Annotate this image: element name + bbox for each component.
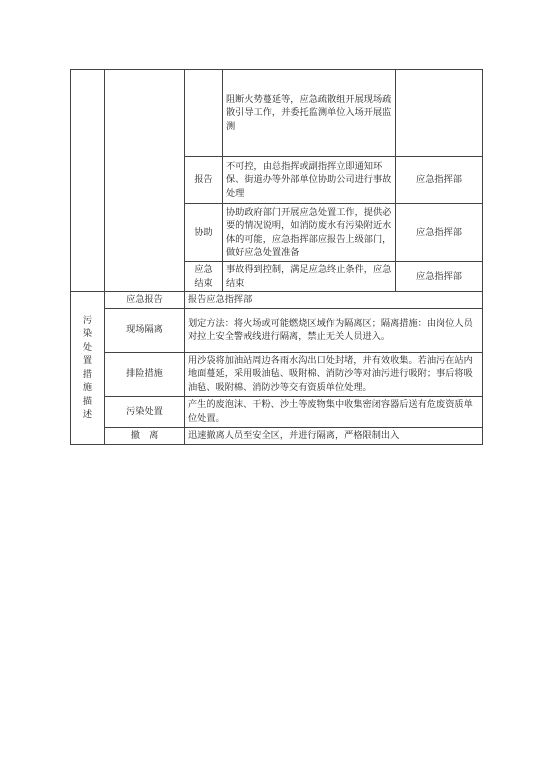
step-cell — [185, 70, 223, 157]
table-row — [71, 396, 483, 427]
measure-name: 撤 离 — [105, 427, 185, 444]
section-label: 污染处置措施描述 — [71, 292, 105, 445]
measure-text: 报告应急指挥部 — [185, 292, 483, 309]
step-content: 事故得到控制，满足应急终止条件，应急结束 — [223, 262, 396, 292]
measure-text: 划定方法：将火场或可能燃烧区域作为隔离区；隔离措施：由岗位人员对拉上安全警戒线进行隔离，禁止无关人员进入。 — [185, 308, 483, 352]
owner-cell: 应急指挥部 — [396, 204, 483, 262]
owner-cell: 应急指挥部 — [396, 157, 483, 204]
owner-cell — [396, 70, 483, 157]
table-row — [71, 70, 483, 157]
step-content: 阻断火势蔓延等，应急疏散组开展现场疏散引导工作，并委托监测单位入场开展监测 — [223, 70, 396, 157]
table-row — [71, 427, 483, 444]
step-cell: 协助 — [185, 204, 223, 262]
emergency-procedure-table — [70, 69, 483, 445]
measure-text: 用沙袋将加油站周边各雨水沟出口处封堵，并有效收集。若油污在站内地面蔓延，采用吸油毡、吸附棉、消防沙等对油污进行吸附；事后将吸油毡、吸附棉、消防沙等交有资质单位处理。 — [185, 352, 483, 396]
measure-name: 污染处置 — [105, 396, 185, 427]
table-row — [71, 292, 483, 309]
step-content: 协助政府部门开展应急处置工作，提供必要的情况说明，如消防废水有污染附近水体的可能，应急指挥部应报告上级部门，做好应急处置准备 — [223, 204, 396, 262]
table-row — [71, 308, 483, 352]
table-row — [71, 352, 483, 396]
blank-cell-left — [71, 70, 105, 292]
step-cell: 应急结束 — [185, 262, 223, 292]
step-cell: 报告 — [185, 157, 223, 204]
blank-cell-left — [105, 70, 185, 292]
owner-cell: 应急指挥部 — [396, 262, 483, 292]
step-content: 不可控，由总指挥或副指挥立即通知环保、街道办等外部单位协助公司进行事故处理 — [223, 157, 396, 204]
measure-name: 应急报告 — [105, 292, 185, 309]
measure-name: 排险措施 — [105, 352, 185, 396]
measure-name: 现场隔离 — [105, 308, 185, 352]
measure-text: 迅速撤离人员至安全区，并进行隔离，严格限制出入 — [185, 427, 483, 444]
measure-text: 产生的废泡沫、干粉、沙土等废物集中收集密闭容器后送有危废资质单位处置。 — [185, 396, 483, 427]
